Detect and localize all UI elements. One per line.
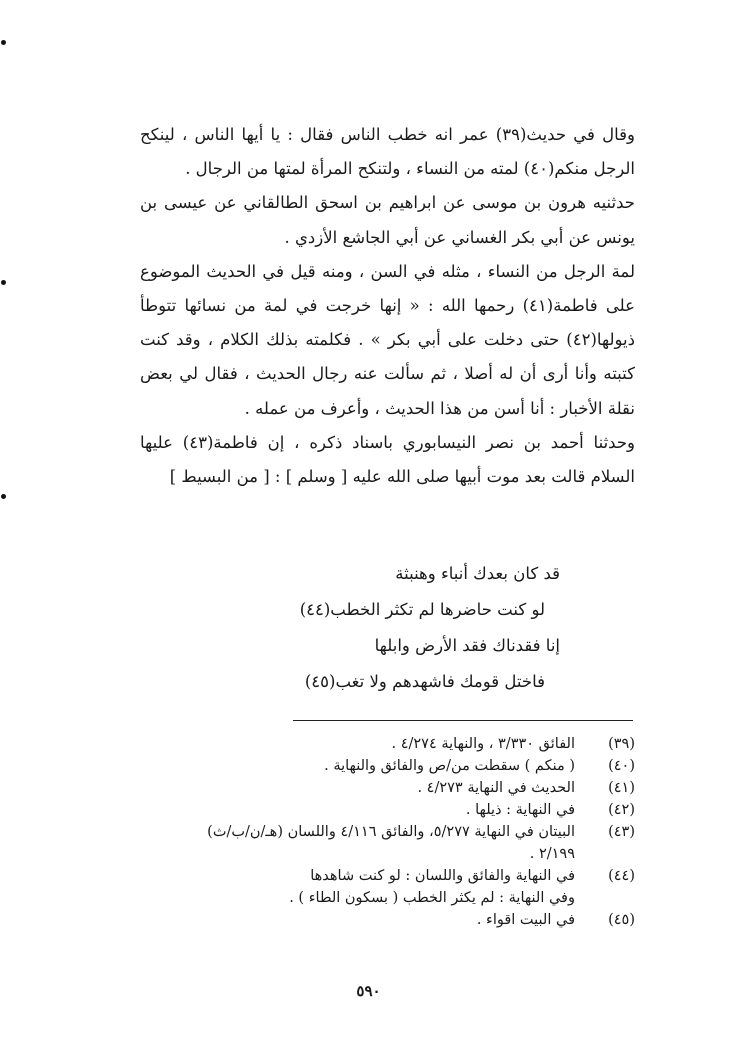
footnote <box>150 909 635 931</box>
footnote-text: ( منكم ) سقطت من/ص والفائق والنهاية . <box>324 758 575 774</box>
main-text <box>140 118 635 494</box>
poem-verse: لو كنت حاضرها لم تكثر الخطب(٤٤) <box>299 600 545 619</box>
footnote <box>150 777 635 799</box>
footnote-number: (٣٩) <box>608 736 635 752</box>
footnote-text: في البيت اقواء . <box>476 912 575 928</box>
footnote-divider <box>293 720 633 721</box>
footnote <box>150 755 635 777</box>
footnote-continuation: وفي النهاية : لم يكثر الخطب ( بسكون الطاء ) . <box>289 890 575 906</box>
footnote-text: الحديث في النهاية ٤/٢٧٣ . <box>417 780 575 796</box>
binding-mark <box>1 280 6 285</box>
footnote <box>150 733 635 755</box>
poem-verse: إنا فقدناك فقد الأرض وابلها <box>374 636 560 655</box>
page-number: ٥٩٠ <box>356 982 381 1000</box>
footnote-text: البيتان في النهاية ٥/٢٧٧، والفائق ٤/١١٦ واللسان (هـ/ن/ب/ث) <box>207 824 575 840</box>
paragraph: وحدثنا أحمد بن نصر النيسابوري باسناد ذكره ، إن فاطمة(٤٣) عليها السلام قالت بعد موت أبيها صلى الله عليه [ وسلم ] : [ من البسيط ] <box>140 432 635 487</box>
footnote-number: (٤١) <box>608 780 635 796</box>
footnote <box>150 865 635 887</box>
footnote-text: الفائق ٣/٣٣٠ ، والنهاية ٤/٢٧٤ . <box>391 736 575 752</box>
footnote-number: (٤٠) <box>608 758 635 774</box>
paragraph: وقال في حديث(٣٩) عمر انه خطب الناس فقال : يا أيها الناس ، لينكح الرجل منكم(٤٠) لمته من النساء ، ولتنكح المرأة لمتها من الرجال . <box>140 125 635 179</box>
footnote <box>150 799 635 821</box>
binding-mark <box>1 494 6 499</box>
paragraph: حدثنيه هرون بن موسى عن ابراهيم بن اسحق الطالقاني عن عيسى بن يونس عن أبي بكر الغساني عن أبي الجاشع الأزدي . <box>140 193 635 247</box>
footnote-number: (٤٥) <box>608 912 635 928</box>
poem-verse: فاختل قومك فاشهدهم ولا تغب(٤٥) <box>304 672 545 691</box>
footnote-text: في النهاية والفائق واللسان : لو كنت شاهدها <box>310 868 575 884</box>
binding-mark <box>1 40 6 45</box>
poem-verse: قد كان بعدك أنباء وهنبثة <box>395 564 560 583</box>
footnote-continuation: ٢/١٩٩ . <box>529 846 575 862</box>
footnote <box>150 821 635 843</box>
poem <box>170 556 590 700</box>
footnote-number: (٤٢) <box>608 802 635 818</box>
footnote-text: في النهاية : ذيلها . <box>465 802 575 818</box>
footnote-number: (٤٣) <box>608 824 635 840</box>
footnotes <box>150 733 635 931</box>
paragraph: لمة الرجل من النساء ، مثله في السن ، ومنه قيل في الحديث الموضوع على فاطمة(٤١) رحمها الله : « إنها خرجت في لمة من نسائها تتوطأ ذيولها(٤٢) حتى دخلت على أبي بكر » . فكلمته بذلك الكلام ، وقد كنت كتبته وأنا أرى أن له أصلا ، ثم سألت عنه رجال الحديث ، فقال لي بعض نقلة الأخبار : أنا أسن من هذا الحديث ، وأعرف من عمله . <box>140 261 635 418</box>
footnote-number: (٤٤) <box>608 868 635 884</box>
